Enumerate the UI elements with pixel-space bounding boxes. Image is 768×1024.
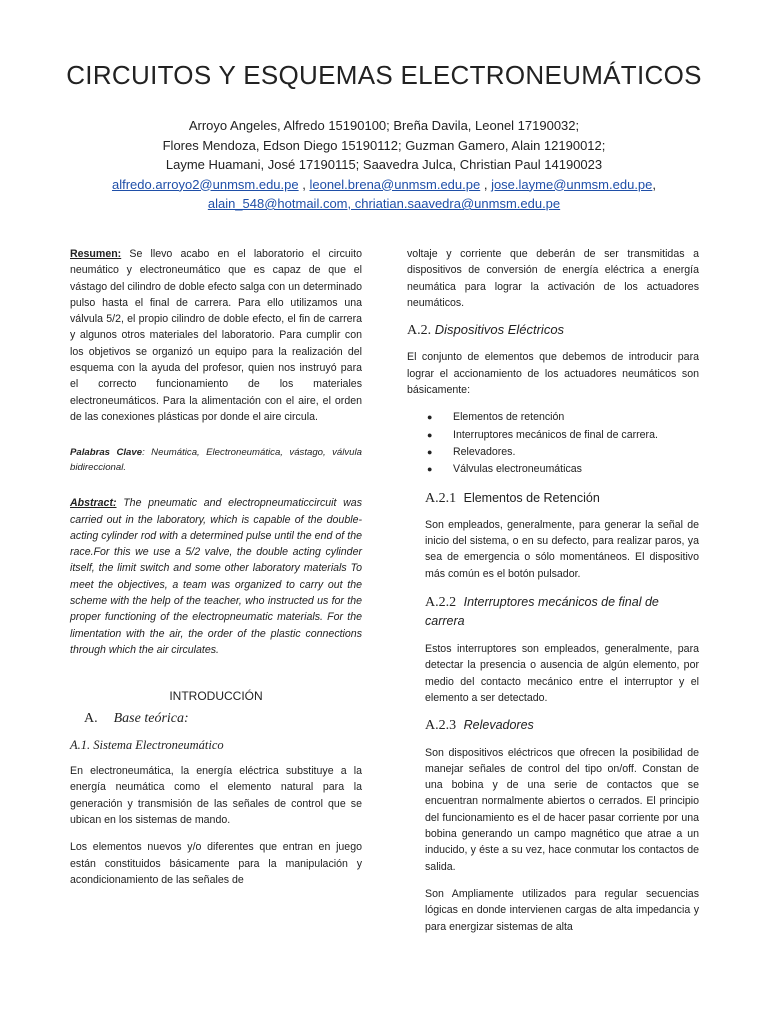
- keywords-paragraph: [70, 445, 362, 475]
- author-line: Arroyo Angeles, Alfredo 15190100; Breña Davila, Leonel 17190032;: [188, 118, 580, 133]
- a23-paragraph: Son Ampliamente utilizados para regular secuencias lógicas en donde intervienen cargas de alta impedancia y para energizar sistemas de alta: [425, 887, 699, 933]
- paper-title: CIRCUITOS Y ESQUEMAS ELECTRONEUMÁTICOS: [66, 60, 702, 90]
- list-item: [425, 409, 699, 425]
- email-link[interactable]: alain_548@hotmail.com, chriatian.saavedra@unmsm.edu.pe: [207, 196, 561, 211]
- subsection-heading-a21: [425, 490, 699, 507]
- email-separator: ,: [298, 176, 310, 192]
- subsection-heading-a23: [425, 717, 699, 734]
- email-link[interactable]: leonel.brena@unmsm.edu.pe: [309, 176, 481, 192]
- list-item: [425, 444, 699, 460]
- right-column: [407, 246, 699, 946]
- list-item-text: Válvulas electroneumáticas: [453, 463, 582, 476]
- bullet-icon: ●: [427, 464, 433, 475]
- continued-paragraph: voltaje y corriente que deberán de ser transmitidas a dispositivos de conversión de energía eléctrica a energía neumática para lograr la activación de los actuadores neumáticos.: [407, 248, 699, 309]
- email-line: [40, 194, 728, 214]
- section-heading-introduccion: INTRODUCCIÓN: [169, 689, 263, 704]
- email-link[interactable]: jose.layme@unmsm.edu.pe: [491, 176, 653, 192]
- resumen-label: Resumen:: [70, 248, 122, 260]
- device-list: [407, 409, 699, 477]
- heading-title: Relevadores: [463, 718, 534, 733]
- resumen-text: Se llevo acabo en el laboratorio el circuito neumático y electroneumático que es capaz de que el vástago del cilindro de doble efecto salga con un determinado pulso hasta el final de carrera. Para ello utilizamos una válvula 5/2, el propio cilindro de doble efecto, el fin de carrera y algunos otros materiales del laboratorio. Para cumplir con los objetivos se organizó un equipo para la realización del esquema con la ayuda del profesor, quien nos instruyó para el correcto funcionamiento de los materiales electroneumáticos. Para la alimentación con el aire, el orden de las conexiones plásticas por donde el aire circula.: [70, 248, 362, 423]
- email-separator: ,: [652, 176, 657, 192]
- abstract-label: Abstract:: [70, 497, 117, 510]
- heading-number: A.2.: [407, 323, 432, 339]
- subsection-heading-a22: [425, 593, 699, 631]
- section-letter: A.: [84, 710, 98, 726]
- a2-paragraph: El conjunto de elementos que debemos de introducir para lograr el accionamiento de los actuadores neumáticos son básicamente:: [407, 351, 699, 397]
- subsection-heading-a2: [407, 322, 699, 339]
- heading-number: A.2.1: [425, 490, 457, 506]
- author-block: [40, 116, 728, 214]
- bullet-icon: ●: [427, 412, 433, 423]
- heading-title: Elementos de Retención: [463, 490, 600, 505]
- list-item-text: Relevadores.: [453, 445, 516, 458]
- list-item: [425, 461, 699, 477]
- author-line: Layme Huamani, José 17190115; Saavedra Julca, Christian Paul 14190023: [165, 157, 603, 172]
- heading-title: Interruptores mecánicos de final de carrera: [425, 595, 659, 629]
- abstract-text: The pneumatic and electropneumaticcircuit was carried out in the laboratory, which is capable of the double-acting cylinder rod with a determined pulse until the end of the race.For this we use a 5/2 valve, the double acting cylinder itself, the limit switch and some other laboratory materials To meet the objectives, a team was organized to carry out the scheme with the help of the teacher, who instructed us for the proper functioning of the electropneumatic materials. For the limentation with the air, the order of the plastic connections through which the air circulates.: [70, 497, 362, 656]
- a1-paragraph: Los elementos nuevos y/o diferentes que entran en juego están constituidos básicamente para la manipulación y acondicionamiento de las señales de: [70, 841, 362, 886]
- heading-number: A.2.3: [425, 718, 457, 734]
- heading-title: Dispositivos Eléctricos: [431, 322, 565, 338]
- left-column: [70, 246, 362, 899]
- section-title: Base teórica:: [113, 710, 189, 726]
- email-link[interactable]: alfredo.arroyo2@unmsm.edu.pe: [111, 176, 299, 192]
- a23-paragraph: Son dispositivos eléctricos que ofrecen la posibilidad de manejar señales de control del tipo on/off. Constan de una bobina y de una serie de contactos que se encuentran normalmente abiertos o cerrados. El principio del funcionamiento es el de hacer pasar corriente por una bobina generando un campo magnético que atrae a un inducido, y éste a su vez, hace conmutar los contactos de salida.: [425, 746, 699, 873]
- list-item-text: Interruptores mecánicos de final de carrera.: [453, 428, 658, 441]
- bullet-icon: ●: [427, 446, 433, 457]
- bullet-icon: ●: [427, 429, 433, 440]
- heading-number: A.2.2: [425, 595, 457, 611]
- section-heading-a: [84, 711, 362, 727]
- author-line: Flores Mendoza, Edson Diego 15190112; Guzman Gamero, Alain 12190012;: [162, 137, 606, 153]
- resumen-paragraph: [70, 246, 362, 425]
- list-item-text: Elementos de retención: [453, 411, 565, 424]
- a1-paragraph: En electroneumática, la energía eléctrica substituye a la energía neumática como el elemento natural para la generación y transmisión de las señales de control que se ubican en los sistemas de mando.: [70, 765, 362, 827]
- a22-paragraph: Estos interruptores son empleados, generalmente, para detectar la presencia o ausencia de algún elemento, por medio del contacto mecánico entre el interruptor y el elemento a ser detectado.: [425, 643, 699, 704]
- keywords-text: : Neumática, Electroneumática, vástago, válvula bidireccional.: [70, 447, 362, 474]
- list-item: [425, 427, 699, 443]
- keywords-label: Palabras Clave: [70, 447, 143, 459]
- email-separator: ,: [480, 176, 492, 192]
- subsection-heading-a1: A.1. Sistema Electroneumático: [70, 737, 224, 752]
- abstract-paragraph: [70, 495, 362, 658]
- email-line: [40, 175, 728, 195]
- a21-paragraph: Son empleados, generalmente, para generar la señal de inicio del sistema, o en su defecto, para realizar paros, ya sea de emergencia o sólo momentáneos. El dispositivo más común es el botón pulsador.: [425, 518, 699, 580]
